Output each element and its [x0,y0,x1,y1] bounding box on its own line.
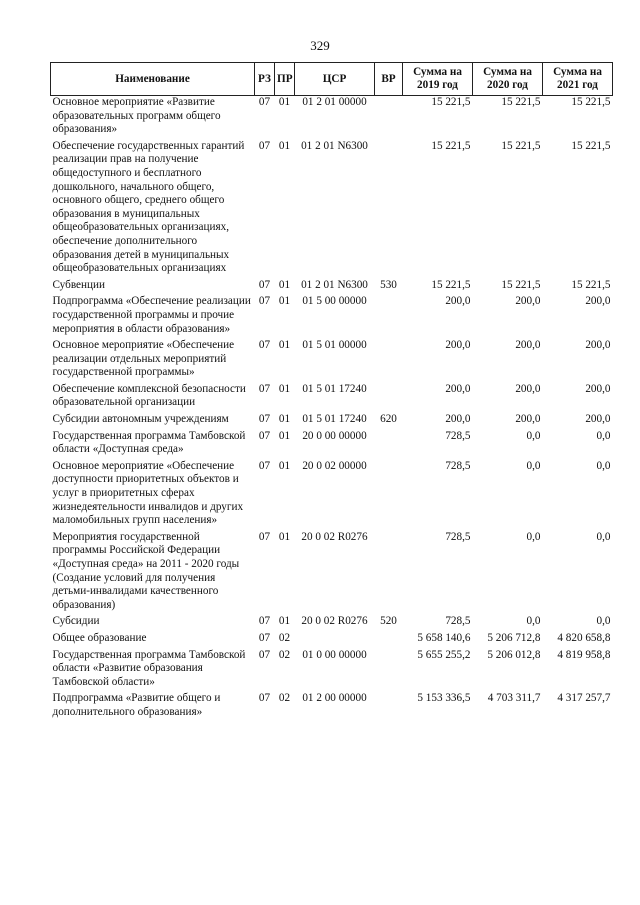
cell-name: Общее образование [52,631,147,644]
cell-vr [375,460,403,531]
cell-rz: 07 [258,631,271,644]
cell-rz: 07 [258,429,271,442]
cell-sum-2019: 15 221,5 [431,278,471,291]
cell-csr: 01 2 01 N6300 [301,278,368,291]
cell-pr: 01 [278,278,291,291]
table-row [51,692,613,722]
cell-rz: 07 [258,278,271,291]
cell-csr: 01 2 01 00000 [302,96,367,108]
header-rz: РЗ [255,63,275,96]
cell-sum-2020: 5 206 012,8 [487,648,541,661]
cell-csr: 01 5 01 17240 [302,413,367,426]
cell-sum-2020: 0,0 [526,429,541,442]
cell-csr: 20 0 02 00000 [302,459,367,472]
cell-vr [375,531,403,616]
table-row [51,460,613,531]
cell-vr [375,140,403,279]
cell-sum-2020: 0,0 [526,615,541,628]
cell-sum-2019: 728,5 [445,615,471,628]
cell-pr: 02 [278,631,291,644]
cell-name: Подпрограмма «Обеспечение реализации государственной программы и прочие мероприятия в области образования» [52,295,251,335]
cell-sum-2019: 728,5 [445,429,471,442]
cell-sum-2019: 5 658 140,6 [417,631,471,644]
cell-name: Основное мероприятие «Обеспечение реализации отдельных мероприятий государственной программы» [52,339,235,379]
cell-csr [295,632,375,649]
cell-rz: 07 [258,96,271,108]
cell-sum-2019: 15 221,5 [431,139,471,152]
cell-sum-2021: 200,0 [585,413,611,426]
table-row [51,295,613,339]
cell-rz: 07 [258,382,271,395]
table-row [51,413,613,430]
header-csr: ЦСР [295,63,375,96]
cell-pr: 01 [278,530,291,543]
cell-sum-2021: 200,0 [585,382,611,395]
table-row [51,140,613,279]
cell-vr [375,295,403,339]
cell-csr: 01 5 00 00000 [302,295,367,308]
cell-sum-2019: 728,5 [445,530,471,543]
cell-pr: 01 [278,429,291,442]
cell-sum-2020: 15 221,5 [501,96,541,108]
cell-sum-2020: 15 221,5 [501,139,541,152]
cell-name: Основное мероприятие «Развитие образовательных программ общего образования» [52,96,221,136]
cell-sum-2021: 15 221,5 [571,139,611,152]
cell-sum-2019: 200,0 [445,295,471,308]
cell-sum-2021: 4 819 958,8 [557,648,611,661]
cell-pr: 01 [278,413,291,426]
cell-sum-2021: 0,0 [596,459,611,472]
cell-csr: 01 5 01 17240 [302,382,367,395]
cell-vr: 530 [380,278,397,291]
table-header [51,63,613,96]
cell-sum-2020: 4 703 311,7 [487,692,541,705]
cell-sum-2020: 0,0 [526,459,541,472]
cell-name: Субвенции [52,278,105,291]
cell-pr: 02 [278,692,291,705]
header-sum-2020: Сумма на 2020 год [473,63,543,96]
cell-rz: 07 [258,295,271,308]
cell-rz: 07 [258,615,271,628]
cell-rz: 07 [258,339,271,352]
cell-name: Основное мероприятие «Обеспечение доступности приоритетных объектов и услуг в приоритетных сферах жизнедеятельности инвалидов и других маломобильных групп населения» [52,459,244,527]
cell-rz: 07 [258,413,271,426]
cell-vr: 620 [380,413,397,426]
cell-rz: 07 [258,648,271,661]
cell-sum-2021: 15 221,5 [571,278,611,291]
cell-csr: 01 0 00 00000 [302,648,367,661]
cell-sum-2020: 15 221,5 [501,278,541,291]
cell-sum-2021: 200,0 [585,295,611,308]
cell-name: Обеспечение комплексной безопасности образовательной организации [52,382,246,409]
cell-sum-2019: 5 153 336,5 [417,692,471,705]
cell-rz: 07 [258,692,271,705]
cell-vr [375,692,403,722]
table-row [51,339,613,383]
cell-sum-2021: 4 317 257,7 [557,692,611,705]
cell-name: Подпрограмма «Развитие общего и дополнительного образования» [52,692,221,718]
table-row [51,649,613,693]
cell-name: Государственная программа Тамбовской области «Развитие образования Тамбовской области» [52,648,246,688]
cell-pr: 01 [278,459,291,472]
cell-vr [375,96,403,140]
cell-csr: 20 0 00 00000 [302,429,367,442]
cell-pr: 02 [278,648,291,661]
cell-name: Обеспечение государственных гарантий реализации прав на получение общедоступного и бесплатного дошкольного, начального общего, основного общего, среднего общего образования в муниципальных общеобразовательных организациях, обеспечение дополнительного образования детей в муниципальных общеобразовательных организациях [52,139,245,275]
cell-sum-2019: 728,5 [445,459,471,472]
cell-sum-2021: 0,0 [596,530,611,543]
cell-csr: 20 0 02 R0276 [301,615,368,628]
cell-sum-2019: 5 655 255,2 [417,648,471,661]
cell-rz: 07 [258,459,271,472]
table-row [51,632,613,649]
table-row [51,279,613,296]
cell-sum-2021: 0,0 [596,429,611,442]
cell-rz: 07 [258,530,271,543]
table-row [51,383,613,413]
cell-csr: 01 5 01 00000 [302,339,367,352]
cell-vr [375,632,403,649]
header-vr: ВР [375,63,403,96]
cell-name: Субсидии [52,615,100,628]
cell-vr [375,430,403,460]
header-sum-2019: Сумма на 2019 год [403,63,473,96]
page-number: 329 [310,38,330,53]
cell-pr: 01 [278,295,291,308]
table-row [51,531,613,616]
cell-sum-2021: 0,0 [596,615,611,628]
cell-sum-2020: 200,0 [515,339,541,352]
cell-csr: 01 2 00 00000 [302,692,367,705]
cell-sum-2020: 0,0 [526,530,541,543]
cell-sum-2019: 200,0 [445,339,471,352]
header-sum-2021: Сумма на 2021 год [543,63,613,96]
cell-name: Субсидии автономным учреждениям [52,413,229,426]
cell-csr: 01 2 01 N6300 [301,139,368,152]
cell-sum-2019: 200,0 [445,413,471,426]
cell-sum-2020: 5 206 712,8 [487,631,541,644]
budget-table [50,62,613,723]
cell-csr: 20 0 02 R0276 [301,530,368,543]
cell-pr: 01 [278,339,291,352]
cell-sum-2020: 200,0 [515,413,541,426]
cell-rz: 07 [258,139,271,152]
cell-sum-2019: 15 221,5 [431,96,471,108]
table-row [51,615,613,632]
cell-vr [375,339,403,383]
table-body [51,96,613,723]
cell-pr: 01 [278,96,291,108]
cell-name: Государственная программа Тамбовской области «Доступная среда» [52,429,246,456]
cell-pr: 01 [278,139,291,152]
cell-pr: 01 [278,382,291,395]
cell-vr [375,649,403,693]
table-row [51,96,613,140]
header-pr: ПР [275,63,295,96]
cell-sum-2020: 200,0 [515,382,541,395]
cell-sum-2020: 200,0 [515,295,541,308]
cell-vr: 520 [380,615,397,628]
header-name: Наименование [51,63,255,96]
cell-sum-2021: 15 221,5 [571,96,611,108]
cell-pr: 01 [278,615,291,628]
cell-name: Мероприятия государственной программы Российской Федерации «Доступная среда» на 2011 - 2020 годы (Создание условий для получения детьми-инвалидами качественного образования) [52,530,240,611]
cell-vr [375,383,403,413]
cell-sum-2021: 4 820 658,8 [557,631,611,644]
cell-sum-2021: 200,0 [585,339,611,352]
cell-sum-2019: 200,0 [445,382,471,395]
table-row [51,430,613,460]
